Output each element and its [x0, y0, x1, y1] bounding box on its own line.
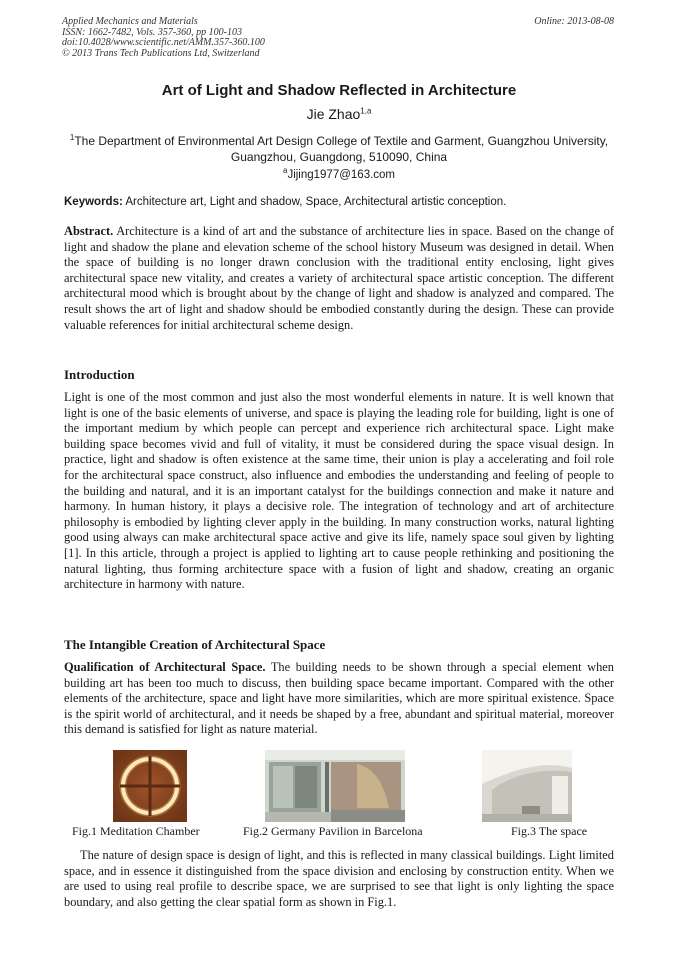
section-heading-introduction: Introduction	[64, 367, 135, 382]
introduction-paragraph: Light is one of the most common and just also the most wonderful elements in nature. It is well known that light is one of the basic elements of universe, and space is playing the leading role for building, light is one of the important medium by which people can percept and experience rich architectural space. Light make building space becomes vivid and full of vitality, it must be considered during the space visual design. In practice, light and shadow is often existence at the same time, their union is play a accelerating and foil role for the architectural space construct, also influence and embodies the understanding and feeling of people to the building and natural, and it is an important catalyst for the buildings connection and make it nature and harmony. In human history, it plays a decisive role. The integration of technology and art of architecture philosophy is embodied by lighting clever apply in the building. In many construction works, natural lighting good using always can make architectural space active and give its life, namely space soul given by lighting [1]. In this article, through a project is applied to lighting art to cause people rethinking and positioning the natural lighting, thus forming architecture space with a fusion of light and shadow, creating an organic architecture in harmony with nature.	[64, 390, 614, 592]
qualification-paragraph	[64, 660, 614, 738]
copyright-line: © 2013 Trans Tech Publications Ltd, Switzerland	[62, 47, 260, 59]
affiliation-superscript: 1	[69, 133, 75, 142]
affiliation-text: The Department of Environmental Art Design College of Textile and Garment, Guangzhou University, Guangzhou, Guangdong, 510090, China	[74, 134, 609, 164]
figure-2-germany-pavilion	[265, 750, 405, 822]
qualification-text: The building needs to be shown through a special element when building art has been too much to discuss, then building space became important. Compared with the other elements of the architecture, space and light have more similarities, which are more spiritual existence. Space is the spirit world of architectural, and it needs be shaped by a free, abundant and spiritual material, moreover this demand is satisfied for light as nature material.	[64, 660, 615, 737]
email-line	[0, 166, 678, 181]
keywords-text: Architecture art, Light and shadow, Space, Architectural artistic conception.	[125, 196, 507, 208]
online-date: Online: 2013-08-08	[534, 16, 614, 27]
journal-header	[62, 17, 382, 59]
doi-line: doi:10.4028/www.scientific.net/AMM.357-360.100	[62, 37, 265, 48]
abstract-label: Abstract.	[64, 224, 114, 238]
author-email[interactable]: Jijing1977@163.com	[287, 168, 396, 181]
abstract	[64, 224, 614, 333]
email-superscript: a	[282, 166, 288, 175]
figure-3-the-space	[482, 750, 572, 822]
issn-line: ISSN: 1662-7482, Vols. 357-360, pp 100-103	[62, 26, 242, 38]
section-heading-intangible-creation: The Intangible Creation of Architectural Space	[64, 637, 326, 652]
abstract-text: Architecture is a kind of art and the substance of architecture lies in space. Based on the change of light and shadow the plane and elevation scheme of the school history Museum was designed in detail. When the space of building is no longer drawn conclusion with the traditional entity enclosing, light gives architectural space new vitality, and creates a variety of architectural space artistic conception. The different architectural mood which is brought about by the change of light and shadow is analyzed and compared. The result shows the art of light and shadow should be embodied constantly during the design. These can provide valuable references for initial architectural scheme design.	[64, 224, 614, 332]
figure-3-caption: Fig.3 The space	[511, 824, 588, 838]
keywords	[64, 196, 614, 208]
qualification-label: Qualification of Architectural Space.	[64, 660, 266, 674]
author-superscript: 1,a	[360, 106, 372, 116]
author-line	[0, 106, 678, 122]
affiliation	[64, 130, 614, 165]
journal-name: Applied Mechanics and Materials	[62, 16, 198, 27]
figure-1-caption: Fig.1 Meditation Chamber	[72, 824, 200, 838]
paper-title: Art of Light and Shadow Reflected in Architecture	[161, 82, 517, 99]
figure-2-caption: Fig.2 Germany Pavilion in Barcelona	[243, 824, 423, 838]
author-name: Jie Zhao	[306, 106, 361, 122]
final-paragraph: The nature of design space is design of light, and this is reflected in many classical buildings. Light limited space, and in essence it distinguished from the space division and enclosing by construction entity. When we are used to using real profile to describe space, we are surprised to see that light is only lighting the space boundary, and also getting the clear spatial form as shown in Fig.1.	[64, 848, 614, 909]
keywords-label: Keywords:	[64, 196, 123, 208]
figure-1-meditation-chamber	[113, 750, 187, 822]
